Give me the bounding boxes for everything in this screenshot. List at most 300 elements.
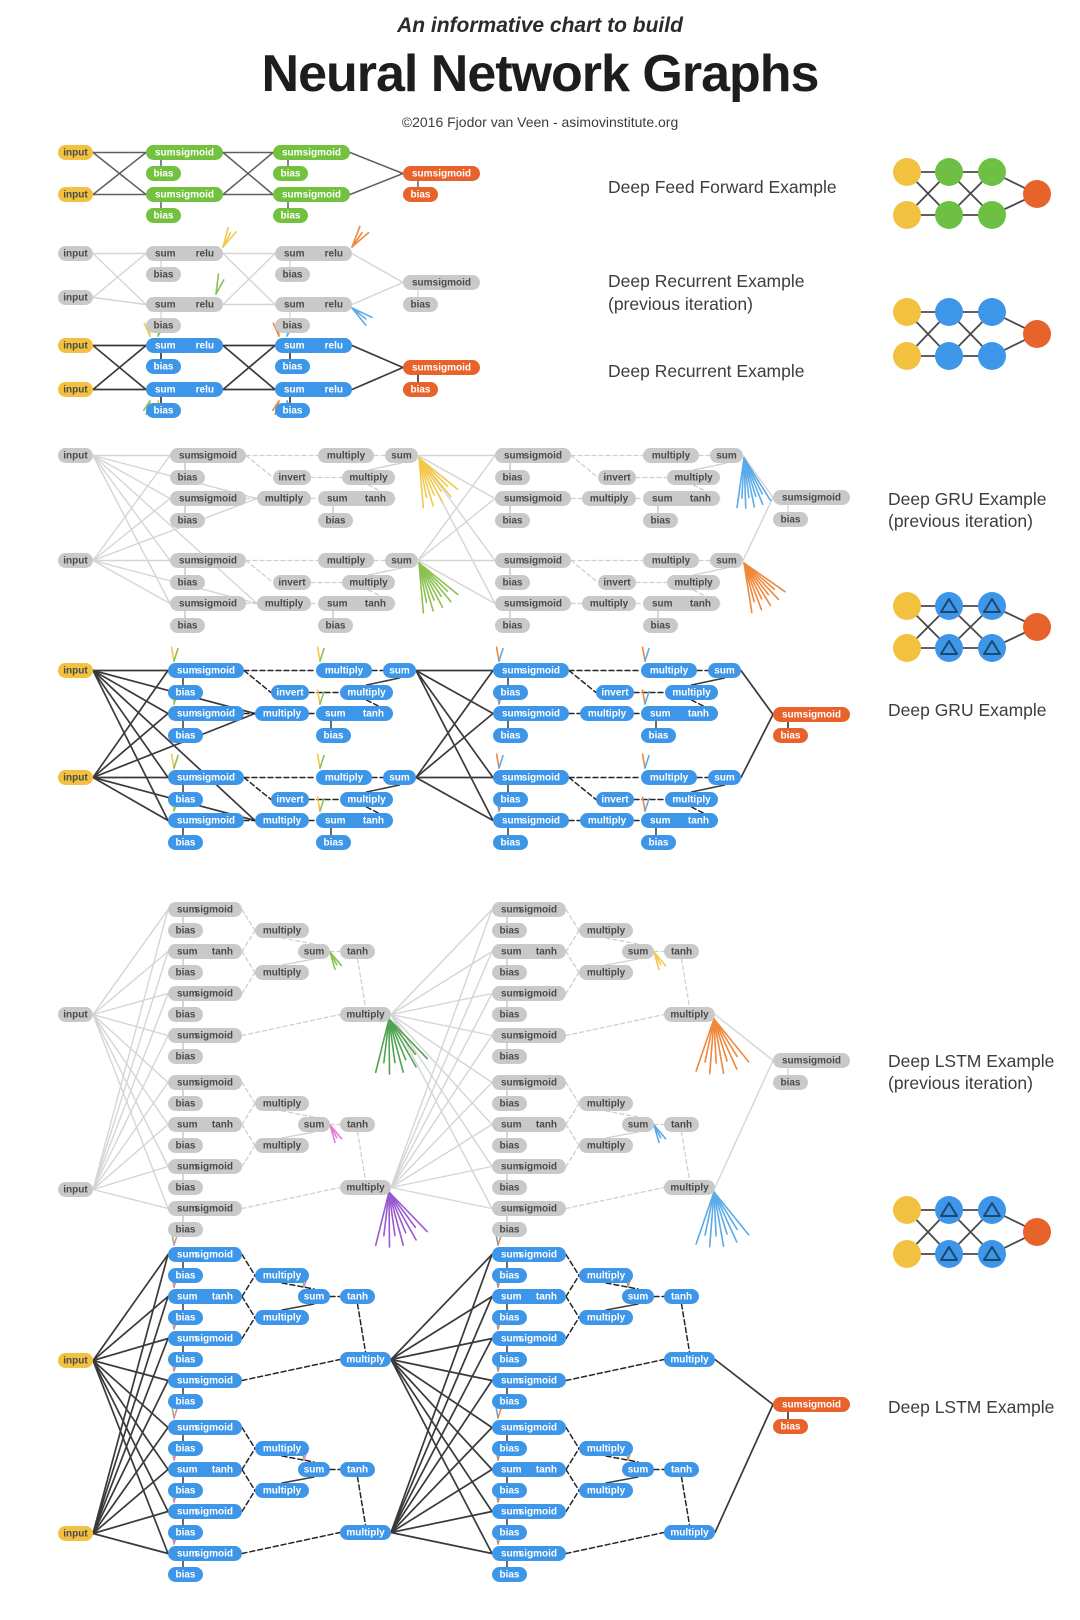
svg-text:sum: sum [155, 299, 176, 311]
node-gcA2.m3 [255, 813, 309, 828]
node-gcB1.r [493, 706, 569, 721]
node-lpA1.fb [168, 923, 203, 938]
node-gcA1.m3 [255, 706, 309, 721]
node-lpB1.M [664, 1007, 715, 1022]
svg-text:input: input [63, 1184, 88, 1196]
node-lpA2.cs [298, 1117, 330, 1132]
svg-text:multiply: multiply [589, 598, 629, 610]
node-lcB1.ob [492, 1394, 527, 1409]
node-gpA1.m1 [318, 448, 374, 463]
node-rp.h12 [275, 246, 352, 261]
node-lp.in2 [58, 1182, 93, 1197]
node-lcB1.ct [664, 1289, 699, 1304]
svg-text:multiply: multiply [326, 555, 366, 567]
node-gpB1.h [643, 491, 720, 506]
node-lpB1.i [492, 986, 566, 1001]
node-gpB1.m1 [643, 448, 699, 463]
node-lcA2.M [340, 1525, 391, 1540]
node-lcB2.ib [492, 1525, 527, 1540]
svg-text:multiply: multiply [346, 1009, 385, 1021]
node-gpB2.r [495, 596, 571, 611]
svg-text:sum: sum [177, 1030, 198, 1042]
svg-text:tanh: tanh [362, 815, 384, 827]
node-lpB2.o [492, 1201, 566, 1216]
section-label: Deep LSTM Example [888, 1397, 1055, 1417]
node-lcB2.fb [492, 1441, 527, 1456]
svg-text:bias: bias [499, 1270, 520, 1282]
node-gcA2.z [168, 770, 244, 785]
svg-text:sigmoid: sigmoid [198, 598, 237, 610]
node-lpB1.cb [492, 965, 527, 980]
svg-text:sigmoid: sigmoid [518, 1375, 557, 1387]
node-gc.out [773, 707, 850, 722]
svg-text:sum: sum [155, 340, 176, 352]
svg-text:sigmoid: sigmoid [523, 493, 562, 505]
node-gcA1.r [168, 706, 244, 721]
node-gpA2.r [170, 596, 246, 611]
svg-text:bias: bias [502, 577, 523, 589]
node-gpA1.rb [170, 513, 205, 528]
svg-text:sigmoid: sigmoid [196, 708, 235, 720]
node-lpA2.c [168, 1117, 242, 1132]
svg-text:relu: relu [324, 248, 343, 260]
node-gc.in2 [58, 770, 93, 785]
svg-text:sigmoid: sigmoid [198, 555, 237, 567]
svg-text:relu: relu [195, 340, 214, 352]
svg-text:sum: sum [412, 277, 433, 289]
svg-text:sigmoid: sigmoid [518, 1506, 557, 1518]
svg-text:multiply: multiply [262, 967, 302, 979]
svg-text:sigmoid: sigmoid [302, 147, 341, 159]
node-gcA1.rb [168, 728, 203, 743]
svg-text:bias: bias [175, 687, 196, 699]
svg-text:sum: sum [782, 709, 803, 721]
svg-text:bias: bias [177, 620, 198, 632]
node-lpB2.cb [492, 1138, 527, 1153]
node-gcA2.r [168, 813, 244, 828]
svg-text:sum: sum [501, 1333, 522, 1345]
svg-text:tanh: tanh [535, 1464, 557, 1476]
node-gpB1.hb [643, 513, 678, 528]
svg-text:sigmoid: sigmoid [802, 1399, 841, 1411]
svg-text:sigmoid: sigmoid [521, 815, 560, 827]
node-ff.b22 [273, 208, 308, 223]
node-lcB2.cs [622, 1462, 654, 1477]
svg-text:multiply: multiply [262, 1140, 302, 1152]
svg-text:sum: sum [501, 1548, 522, 1560]
node-lpB1.ob [492, 1049, 527, 1064]
svg-text:sum: sum [501, 1375, 522, 1387]
svg-text:sigmoid: sigmoid [194, 1548, 233, 1560]
svg-text:relu: relu [195, 384, 214, 396]
node-gpA1.r [170, 491, 246, 506]
svg-text:bias: bias [175, 1051, 196, 1063]
svg-text:bias: bias [650, 515, 671, 527]
node-rp.b11 [146, 267, 181, 282]
svg-text:sigmoid: sigmoid [518, 1422, 557, 1434]
svg-text:sum: sum [501, 1249, 522, 1261]
svg-text:bias: bias [325, 620, 346, 632]
node-lpA1.i [168, 986, 242, 1001]
svg-text:invert: invert [603, 472, 631, 484]
svg-text:multiply: multiply [324, 772, 364, 784]
node-lcA1.m2 [255, 1310, 309, 1325]
svg-text:sigmoid: sigmoid [194, 1161, 233, 1173]
section-label: Deep GRU Example [888, 700, 1047, 720]
svg-text:sigmoid: sigmoid [302, 189, 341, 201]
node-gcB1.m1 [641, 663, 697, 678]
node-lcA1.f [168, 1247, 242, 1262]
node-lcA2.cs [298, 1462, 330, 1477]
svg-text:input: input [63, 292, 88, 304]
svg-text:multiply: multiply [347, 687, 386, 699]
node-gpA2.hb [318, 618, 353, 633]
svg-text:bias: bias [175, 1098, 196, 1110]
node-lpB1.m2 [579, 965, 633, 980]
svg-text:tanh: tanh [670, 1119, 693, 1131]
node-lcB2.c [492, 1462, 566, 1477]
svg-text:tanh: tanh [346, 946, 369, 958]
node-lpB2.m1 [579, 1096, 633, 1111]
svg-text:bias: bias [325, 515, 346, 527]
svg-text:sum: sum [177, 708, 198, 720]
svg-text:bias: bias [500, 687, 521, 699]
svg-text:sum: sum [179, 450, 200, 462]
svg-text:invert: invert [603, 577, 631, 589]
svg-text:bias: bias [648, 837, 669, 849]
svg-text:input: input [63, 147, 88, 159]
node-rc.ob [403, 382, 438, 397]
svg-text:multiply: multiply [651, 555, 691, 567]
node-ff.h22 [273, 187, 350, 202]
svg-text:sigmoid: sigmoid [194, 1333, 233, 1345]
svg-text:tanh: tanh [362, 708, 384, 720]
node-gpB2.zb [495, 575, 530, 590]
svg-text:bias: bias [410, 384, 431, 396]
svg-text:sum: sum [501, 1464, 522, 1476]
node-gpA2.m2 [342, 575, 395, 590]
svg-text:sum: sum [177, 665, 198, 677]
node-gcB1.s [708, 663, 741, 678]
svg-text:sum: sum [284, 340, 305, 352]
svg-text:input: input [63, 450, 88, 462]
svg-text:input: input [63, 772, 88, 784]
svg-text:sum: sum [177, 815, 198, 827]
svg-text:input: input [63, 340, 88, 352]
node-gcA1.zb [168, 685, 203, 700]
svg-text:sigmoid: sigmoid [523, 450, 562, 462]
node-lpB2.ct [664, 1117, 699, 1132]
node-lpA1.m1 [255, 923, 309, 938]
node-gcB1.z [493, 663, 569, 678]
svg-text:multiply: multiply [262, 1485, 302, 1497]
svg-text:sum: sum [782, 492, 803, 504]
node-gcB2.inv [596, 792, 634, 807]
node-lcA1.M [340, 1352, 391, 1367]
title-credit: ©2016 Fjodor van Veen - asimovinstitute.org [401, 114, 679, 130]
node-lpA2.i [168, 1159, 242, 1174]
node-gcB1.inv [596, 685, 634, 700]
svg-text:bias: bias [153, 361, 174, 373]
node-lcB1.o [492, 1373, 566, 1388]
svg-text:tanh: tanh [346, 1119, 369, 1131]
svg-text:multiply: multiply [262, 1312, 302, 1324]
svg-text:sum: sum [501, 1203, 522, 1215]
svg-text:sum: sum [782, 1399, 803, 1411]
node-gc.ob [773, 728, 808, 743]
node-gcB2.z [493, 770, 569, 785]
svg-text:sigmoid: sigmoid [521, 708, 560, 720]
svg-text:sigmoid: sigmoid [432, 362, 471, 374]
node-gcA2.h [316, 813, 393, 828]
svg-text:sum: sum [177, 1375, 198, 1387]
svg-text:bias: bias [499, 1527, 520, 1539]
mini-network-feed-forward [893, 158, 1051, 229]
node-lpA2.f [168, 1075, 242, 1090]
svg-text:sum: sum [282, 147, 303, 159]
node-gcB1.m3 [580, 706, 634, 721]
node-lc.in2 [58, 1526, 93, 1541]
node-gc.in1 [58, 663, 93, 678]
node-rc.in1 [58, 338, 93, 353]
node-lpA1.ob [168, 1049, 203, 1064]
svg-text:multiply: multiply [649, 665, 689, 677]
svg-text:sum: sum [714, 665, 735, 677]
svg-text:input: input [63, 384, 88, 396]
node-lpB2.M [664, 1180, 715, 1195]
node-gpA2.m1 [318, 553, 374, 568]
svg-text:sum: sum [155, 384, 176, 396]
node-gp.out [773, 490, 850, 505]
node-lpB2.ob [492, 1222, 527, 1237]
svg-text:multiply: multiply [672, 794, 711, 806]
node-gcA2.s [383, 770, 416, 785]
svg-text:bias: bias [410, 189, 431, 201]
node-lpA1.c [168, 944, 242, 959]
node-lpB1.ib [492, 1007, 527, 1022]
svg-text:bias: bias [282, 361, 303, 373]
svg-text:tanh: tanh [535, 946, 557, 958]
svg-text:sigmoid: sigmoid [523, 598, 562, 610]
node-lpA2.m2 [255, 1138, 309, 1153]
svg-text:bias: bias [175, 1140, 196, 1152]
svg-text:bias: bias [499, 1009, 520, 1021]
node-gpB2.inv [598, 575, 636, 590]
svg-text:sum: sum [650, 708, 671, 720]
node-lcA1.cb [168, 1310, 203, 1325]
node-rc.h21 [146, 382, 223, 397]
svg-text:tanh: tanh [670, 1464, 693, 1476]
node-lpB2.f [492, 1075, 566, 1090]
svg-text:sum: sum [177, 1119, 198, 1131]
node-gcB1.h [641, 706, 718, 721]
node-lpA2.o [168, 1201, 242, 1216]
node-gpB1.inv [598, 470, 636, 485]
svg-text:sum: sum [155, 189, 176, 201]
node-lpA1.M [340, 1007, 391, 1022]
node-lcB1.fb [492, 1268, 527, 1283]
node-gcB2.s [708, 770, 741, 785]
svg-text:bias: bias [499, 1224, 520, 1236]
node-gpB2.m2 [667, 575, 720, 590]
svg-text:bias: bias [282, 269, 303, 281]
node-gcB2.rb [493, 835, 528, 850]
node-lcB1.m1 [579, 1268, 633, 1283]
node-lcB1.i [492, 1331, 566, 1346]
svg-text:sigmoid: sigmoid [518, 1249, 557, 1261]
svg-text:bias: bias [499, 925, 520, 937]
svg-text:bias: bias [280, 210, 301, 222]
svg-text:multiply: multiply [586, 1312, 626, 1324]
node-lcB1.ib [492, 1352, 527, 1367]
node-rp.h21 [146, 297, 223, 312]
svg-text:sigmoid: sigmoid [518, 904, 557, 916]
node-lcA1.ob [168, 1394, 203, 1409]
svg-text:sigmoid: sigmoid [194, 1422, 233, 1434]
node-lpB1.cs [622, 944, 654, 959]
svg-text:sum: sum [412, 168, 433, 180]
svg-text:sum: sum [501, 1291, 522, 1303]
svg-text:sigmoid: sigmoid [802, 492, 841, 504]
svg-text:input: input [63, 1355, 88, 1367]
node-ff.h21 [146, 187, 223, 202]
svg-text:sum: sum [177, 1203, 198, 1215]
svg-text:input: input [63, 555, 88, 567]
node-lcB2.ob [492, 1567, 527, 1582]
node-gcA1.m1 [316, 663, 372, 678]
section-label: Deep Recurrent Example [608, 271, 805, 291]
node-lcA1.cs [298, 1289, 330, 1304]
svg-text:sum: sum [179, 555, 200, 567]
svg-text:sum: sum [502, 665, 523, 677]
node-rp.h11 [146, 246, 223, 261]
svg-text:sum: sum [179, 598, 200, 610]
node-rp.in1 [58, 246, 93, 261]
node-gpA1.m2 [342, 470, 395, 485]
svg-text:multiply: multiply [349, 577, 388, 589]
svg-text:multiply: multiply [264, 493, 304, 505]
svg-text:multiply: multiply [326, 450, 366, 462]
section-label: (previous iteration) [608, 294, 753, 314]
svg-text:bias: bias [177, 472, 198, 484]
node-lcA1.ib [168, 1352, 203, 1367]
node-lcA2.ob [168, 1567, 203, 1582]
node-lcB1.M [664, 1352, 715, 1367]
svg-text:sum: sum [650, 815, 671, 827]
svg-text:tanh: tanh [364, 598, 386, 610]
svg-text:bias: bias [502, 472, 523, 484]
svg-text:multiply: multiply [347, 794, 386, 806]
node-gpB1.s [710, 448, 743, 463]
node-lpB2.m2 [579, 1138, 633, 1153]
node-gcB2.zb [493, 792, 528, 807]
svg-text:bias: bias [175, 1270, 196, 1282]
node-lcB1.c [492, 1289, 566, 1304]
svg-text:sigmoid: sigmoid [518, 988, 557, 1000]
svg-text:sum: sum [714, 772, 735, 784]
node-gcA2.inv [271, 792, 309, 807]
svg-text:sum: sum [716, 450, 737, 462]
svg-text:bias: bias [499, 967, 520, 979]
node-gpA1.m3 [257, 491, 311, 506]
node-gpB2.h [643, 596, 720, 611]
svg-text:multiply: multiply [674, 577, 713, 589]
svg-text:bias: bias [175, 1443, 196, 1455]
svg-text:bias: bias [499, 1098, 520, 1110]
node-ff.h11 [146, 145, 223, 160]
svg-text:sum: sum [501, 946, 522, 958]
svg-text:multiply: multiply [651, 450, 691, 462]
svg-text:bias: bias [780, 1421, 801, 1433]
svg-text:bias: bias [502, 620, 523, 632]
svg-text:bias: bias [500, 730, 521, 742]
svg-text:tanh: tanh [211, 946, 233, 958]
svg-text:sigmoid: sigmoid [523, 555, 562, 567]
node-gcA2.zb [168, 792, 203, 807]
node-rp.b22 [275, 318, 310, 333]
node-rc.h22 [275, 382, 352, 397]
svg-text:invert: invert [276, 794, 304, 806]
node-lpB1.c [492, 944, 566, 959]
svg-text:sum: sum [177, 1506, 198, 1518]
svg-text:sum: sum [284, 248, 305, 260]
svg-text:bias: bias [175, 837, 196, 849]
svg-text:sum: sum [501, 988, 522, 1000]
svg-text:sum: sum [782, 1055, 803, 1067]
svg-text:bias: bias [153, 210, 174, 222]
node-lc.out [773, 1397, 850, 1412]
node-gpB2.hb [643, 618, 678, 633]
svg-text:bias: bias [650, 620, 671, 632]
svg-text:sigmoid: sigmoid [518, 1333, 557, 1345]
svg-text:tanh: tanh [535, 1119, 557, 1131]
svg-text:sigmoid: sigmoid [432, 168, 471, 180]
node-gcB2.r [493, 813, 569, 828]
node-lpA1.cs [298, 944, 330, 959]
node-rp.b21 [146, 318, 181, 333]
svg-text:bias: bias [499, 1396, 520, 1408]
svg-text:bias: bias [499, 1354, 520, 1366]
section-label: Deep Feed Forward Example [608, 177, 837, 197]
node-gcA1.hb [316, 728, 351, 743]
node-gpB2.z [495, 553, 571, 568]
svg-text:sum: sum [501, 1422, 522, 1434]
svg-text:sum: sum [177, 1548, 198, 1560]
node-lpA1.f [168, 902, 242, 917]
node-rc.in2 [58, 382, 93, 397]
node-lcB1.m2 [579, 1310, 633, 1325]
svg-text:tanh: tanh [211, 1291, 233, 1303]
svg-text:sigmoid: sigmoid [196, 815, 235, 827]
svg-text:multiply: multiply [586, 1270, 626, 1282]
svg-text:multiply: multiply [586, 1443, 626, 1455]
node-lcA2.c [168, 1462, 242, 1477]
node-ff.b12 [273, 166, 308, 181]
node-lpB1.ct [664, 944, 699, 959]
svg-text:input: input [63, 248, 88, 260]
node-gpB2.rb [495, 618, 530, 633]
svg-text:sum: sum [282, 189, 303, 201]
svg-text:sigmoid: sigmoid [196, 665, 235, 677]
svg-text:sum: sum [389, 772, 410, 784]
node-ff.h12 [273, 145, 350, 160]
title-kicker: An informative chart to build [397, 14, 683, 37]
svg-text:sum: sum [391, 555, 412, 567]
svg-text:sum: sum [501, 1506, 522, 1518]
node-gcB1.zb [493, 685, 528, 700]
svg-text:bias: bias [499, 1485, 520, 1497]
node-gpA2.rb [170, 618, 205, 633]
